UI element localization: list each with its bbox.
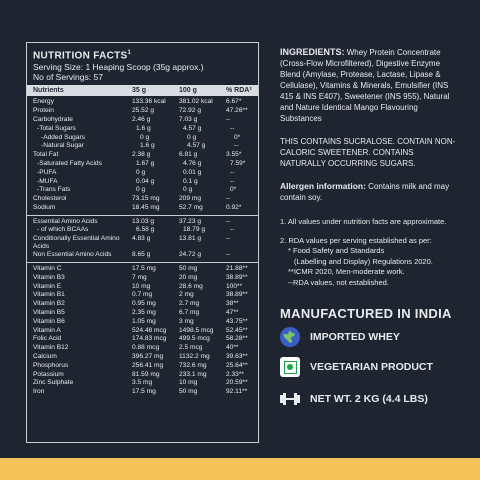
ingredients-text: Whey Protein Concentrate (Cross-Flow Microfiltered), Digestive Enzyme Blend (Amylase, Protease, Lactase, Lipase & Cellulase), Vitamins & Minerals, Emulsifier (INS 415 & INS E407), Sweetener (INS 955), Natural and Nature Identical Mango Flavouring Substances	[280, 48, 450, 123]
per-100g: 732.6 mg	[179, 361, 207, 369]
per-35g: 1.05 mg	[132, 317, 156, 325]
per-100g: 13.81 g	[179, 235, 201, 243]
per-35g: 1.6 g	[140, 142, 155, 150]
servings-count: No of Servings: 57	[33, 72, 103, 83]
per-35g: 10 mg	[132, 282, 151, 290]
sucralose-note: THIS CONTAINS SUCRALOSE. CONTAIN NON-CALORIC SWEETENER. CONTAINS NATURALLY OCCURRING SUGARS.	[280, 137, 456, 168]
table-divider	[27, 262, 258, 263]
nutrient-name: Phosphorus	[33, 361, 69, 369]
rda-percent: 2.33**	[226, 370, 244, 378]
accent-footer-bar	[0, 458, 480, 480]
rda-percent: 43.75**	[226, 317, 248, 325]
per-35g: 0 g	[136, 186, 146, 194]
nutrient-name: -Added Sugars	[41, 133, 85, 141]
nutrient-name: Vitamin B6	[33, 317, 65, 325]
vegetarian-label: VEGETARIAN PRODUCT	[310, 361, 433, 373]
rda-percent: 3.55*	[226, 151, 242, 159]
rda-percent: 58.28**	[226, 335, 248, 343]
per-100g: 381.02 kcal	[179, 98, 213, 106]
note-2c: **ICMR 2020, Men-moderate work.	[288, 267, 405, 276]
nutrient-row	[33, 265, 253, 274]
nutrient-row	[33, 116, 253, 125]
per-35g: 4.83 g	[132, 235, 151, 243]
nutrient-row	[33, 218, 253, 227]
nutrient-name: Vitamin B12	[33, 344, 69, 352]
nutrient-name: Iron	[33, 388, 45, 396]
rda-percent: 100**	[226, 282, 243, 290]
per-35g: 0.95 mg	[132, 300, 156, 308]
per-35g: 0.04 g	[136, 177, 155, 185]
per-35g: 2.46 g	[132, 115, 151, 123]
per-100g: 50 mg	[179, 265, 198, 273]
nutrient-name: Non Essential Amino Acids	[33, 251, 112, 259]
nutrient-name: Vitamin A	[33, 326, 61, 334]
note-2: 2. RDA values per serving established as per:	[280, 235, 432, 245]
table-divider	[27, 215, 258, 216]
per-100g: 4.57 g	[187, 142, 206, 150]
allergen-label: Allergen information:	[280, 181, 366, 191]
rda-percent: 0*	[234, 133, 241, 141]
per-100g: 37.23 g	[179, 217, 201, 225]
per-100g: 0 g	[183, 186, 193, 194]
net-weight-badge	[280, 389, 428, 409]
nutrient-row	[33, 160, 253, 169]
rda-percent: 52.45**	[226, 326, 248, 334]
per-100g: 10 mg	[179, 379, 198, 387]
nutrient-row	[33, 274, 253, 283]
nutrient-row	[33, 318, 253, 327]
per-100g: 6.7 mg	[179, 309, 200, 317]
per-100g: 499.5 mcg	[179, 335, 210, 343]
nutrient-row	[33, 235, 253, 251]
per-35g: 2.38 g	[132, 151, 151, 159]
rda-percent: 7.59*	[230, 159, 246, 167]
rda-percent: --	[226, 115, 231, 123]
nutrient-row	[33, 195, 253, 204]
rda-percent: --	[226, 217, 231, 225]
per-35g: 18.45 mg	[132, 203, 160, 211]
imported-whey-label: IMPORTED WHEY	[310, 331, 400, 343]
per-35g: 17.5 mg	[132, 388, 156, 396]
rda-percent: --	[230, 177, 235, 185]
ingredients-label: INGREDIENTS:	[280, 47, 345, 57]
ingredients	[280, 47, 458, 124]
per-100g: 233.1 mg	[179, 370, 207, 378]
nutrient-row	[33, 204, 253, 213]
nutrient-row	[33, 327, 253, 336]
rda-percent: 40**	[226, 344, 239, 352]
rda-percent: 47.26**	[226, 107, 248, 115]
footnotes	[280, 217, 458, 288]
per-35g: 174.83 mcg	[132, 335, 167, 343]
per-100g: 2.7 mg	[179, 300, 200, 308]
allergen-text: Contains milk and may contain soy.	[280, 182, 450, 202]
nutrient-name: -Total Sugars	[37, 124, 76, 132]
nutrient-name: - of which BCAAs	[37, 226, 89, 234]
nutrient-name: Vitamin E	[33, 282, 62, 290]
note-1: 1. All values under nutrition facts are approximate.	[280, 217, 447, 226]
nutrient-name: Essential Amino Acids	[33, 217, 98, 225]
nutrient-name: Cholesterol	[33, 195, 67, 203]
nutrient-row	[33, 379, 253, 388]
per-100g: 4.76 g	[183, 159, 202, 167]
rda-percent: 47**	[226, 309, 239, 317]
rda-percent: 92.11**	[226, 388, 248, 396]
nutrient-name: -MUFA	[37, 177, 58, 185]
nutrient-row	[33, 291, 253, 300]
per-100g: 7.03 g	[179, 115, 198, 123]
nutrient-row	[33, 344, 253, 353]
per-35g: 133.36 kcal	[132, 98, 166, 106]
nutrient-name: Zinc Sulphate	[33, 379, 74, 387]
nutrient-name: -Saturated Fatty Acids	[37, 159, 102, 167]
nutrient-name: -Natural Sugar	[41, 142, 84, 150]
nutrient-row	[33, 98, 253, 107]
nutrient-name: Vitamin C	[33, 265, 62, 273]
header-nutrients: Nutrients	[33, 87, 64, 95]
per-100g: 2 mg	[179, 291, 194, 299]
nutrient-name: Vitamin B1	[33, 291, 65, 299]
nutrient-row	[33, 226, 253, 235]
rda-percent: 6.67*	[226, 98, 242, 106]
nutrient-row	[33, 371, 253, 380]
rda-percent: --	[226, 195, 231, 203]
rda-percent: 39.63**	[226, 353, 248, 361]
rda-percent: 38.89**	[226, 273, 248, 281]
per-100g: 2.5 mcg	[179, 344, 203, 352]
rda-percent: --	[226, 251, 231, 259]
nutrient-row	[33, 335, 253, 344]
per-100g: 4.57 g	[183, 124, 202, 132]
manufactured-in-india: MANUFACTURED IN INDIA	[280, 306, 452, 321]
per-100g: 28.6 mg	[179, 282, 203, 290]
per-35g: 0 g	[136, 168, 146, 176]
nutrition-facts-title: NUTRITION FACTS$^1$	[33, 50, 132, 62]
header-35g: 35 g	[132, 87, 147, 95]
per-100g: 209 mg	[179, 195, 201, 203]
per-35g: 1.67 g	[136, 159, 155, 167]
per-100g: 0.01 g	[183, 168, 202, 176]
rda-percent: --	[230, 124, 235, 132]
rda-percent: 38.89**	[226, 291, 248, 299]
per-35g: 13.03 g	[132, 217, 154, 225]
info-column	[280, 47, 458, 288]
per-100g: 0 g	[187, 133, 197, 141]
allergen-info	[280, 181, 458, 203]
rda-percent: --	[230, 168, 235, 176]
per-100g: 24.72 g	[179, 251, 201, 259]
per-35g: 25.52 g	[132, 107, 154, 115]
nutrient-row	[33, 283, 253, 292]
per-35g: 524.48 mcg	[132, 326, 167, 334]
nutrient-row	[33, 142, 253, 151]
per-100g: 52.7 mg	[179, 203, 203, 211]
nutrient-row	[33, 134, 253, 143]
nutrient-row	[33, 107, 253, 116]
note-2a: * Food Safety and Standards	[288, 246, 385, 255]
dumbbell-icon	[280, 389, 300, 409]
nutrient-name: Total Fat	[33, 151, 59, 159]
nutrient-name: Vitamin B3	[33, 273, 65, 281]
nutrient-name: -PUFA	[37, 168, 57, 176]
per-35g: 8.65 g	[132, 251, 151, 259]
nutrient-row	[33, 251, 253, 260]
nutrient-name: Sodium	[33, 203, 56, 211]
nutrient-row	[33, 125, 253, 134]
nutrient-name: Calcium	[33, 353, 57, 361]
rda-percent: 0.92*	[226, 203, 242, 211]
nutrient-name: Protein	[33, 107, 54, 115]
nutrition-table-body	[33, 98, 253, 397]
veg-mark-icon	[280, 357, 300, 377]
net-weight-label: NET WT. 2 KG (4.4 LBS)	[310, 393, 428, 405]
nutrient-row	[33, 151, 253, 160]
nutrient-name: Energy	[33, 98, 54, 106]
vegetarian-badge	[280, 357, 433, 377]
note-2d: --RDA values, not established.	[288, 277, 389, 287]
per-100g: 72.92 g	[179, 107, 201, 115]
rda-percent: --	[230, 226, 235, 234]
nutrient-row	[33, 178, 253, 187]
globe-icon	[280, 327, 300, 347]
per-100g: 3 mg	[179, 317, 194, 325]
per-35g: 73.15 mg	[132, 195, 160, 203]
imported-whey-badge	[280, 327, 400, 347]
per-35g: 396.27 mg	[132, 353, 164, 361]
serving-size: Serving Size: 1 Heaping Scoop (35g approx.)	[33, 62, 204, 73]
per-100g: 20 mg	[179, 273, 198, 281]
per-35g: 3.5 mg	[132, 379, 153, 387]
nutrient-name: Folic Acid	[33, 335, 62, 343]
per-35g: 2.35 mg	[132, 309, 156, 317]
header-rda: % RDA²	[226, 87, 252, 95]
per-35g: 256.41 mg	[132, 361, 164, 369]
per-100g: 1498.5 mcg	[179, 326, 214, 334]
nutrient-name: Conditionally Essential Amino Acids	[33, 235, 120, 251]
nutrient-name: -Trans Fats	[37, 186, 71, 194]
nutrient-row	[33, 353, 253, 362]
rda-percent: 25.64**	[226, 361, 248, 369]
per-100g: 18.79 g	[183, 226, 205, 234]
nutrient-row	[33, 309, 253, 318]
rda-percent: --	[226, 235, 231, 243]
per-35g: 0.7 mg	[132, 291, 153, 299]
nutrient-name: Vitamin B2	[33, 300, 65, 308]
rda-percent: 21.88**	[226, 265, 248, 273]
per-35g: 6.58 g	[136, 226, 155, 234]
rda-percent: 20.59**	[226, 379, 248, 387]
per-35g: 7 mg	[132, 273, 147, 281]
per-35g: 81.59 mg	[132, 370, 160, 378]
per-100g: 1132.2 mg	[179, 353, 210, 361]
per-35g: 1.6 g	[136, 124, 151, 132]
note-2b: (Labelling and Display) Regulations 2020.	[294, 256, 433, 266]
nutrient-row	[33, 169, 253, 178]
rda-percent: --	[234, 142, 239, 150]
rda-percent: 0*	[230, 186, 237, 194]
nutrition-table-header	[27, 85, 258, 96]
per-100g: 0.1 g	[183, 177, 198, 185]
per-35g: 0 g	[140, 133, 150, 141]
nutrient-row	[33, 186, 253, 195]
per-100g: 6.81 g	[179, 151, 198, 159]
nutrient-name: Potassium	[33, 370, 64, 378]
nutrient-name: Carbohydrate	[33, 115, 73, 123]
header-100g: 100 g	[179, 87, 197, 95]
nutrient-row	[33, 388, 253, 397]
nutrient-name: Vitamin B5	[33, 309, 65, 317]
per-35g: 17.5 mg	[132, 265, 156, 273]
nutrient-row	[33, 362, 253, 371]
nutrition-facts-panel	[26, 42, 259, 443]
nutrient-row	[33, 300, 253, 309]
rda-percent: 38**	[226, 300, 239, 308]
per-100g: 50 mg	[179, 388, 198, 396]
per-35g: 0.88 mcg	[132, 344, 160, 352]
